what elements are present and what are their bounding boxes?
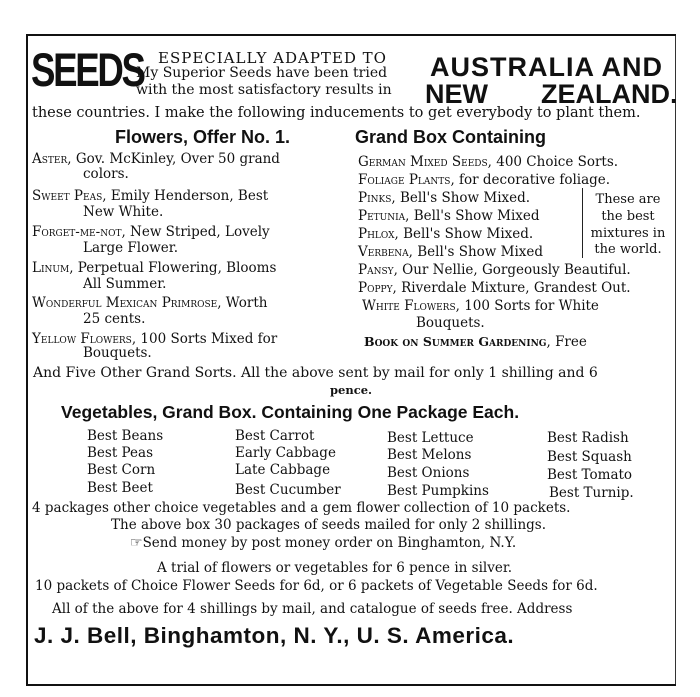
vegetable-item: Best Turnip. [549, 485, 634, 501]
zealand-heading: ZEALAND. [541, 79, 678, 109]
flower-item-linum-cont: All Summer. [83, 276, 167, 292]
box-item-desc: , Bell's Show Mixed [408, 244, 544, 260]
superior-seeds-text: My Superior Seeds have been tried [136, 65, 388, 81]
flower-desc: , 100 Sorts Mixed for [131, 331, 278, 347]
vegetable-item: Best Corn [87, 462, 156, 478]
vegetable-item: Best Lettuce [387, 430, 474, 446]
box-item-name: White Flowers [362, 298, 456, 314]
bottom-rule [26, 684, 676, 686]
vegetable-item: Best Pumpkins [387, 483, 489, 499]
box-item-petunia [358, 208, 540, 224]
flower-item-sweet-peas [32, 188, 268, 204]
all-above-line: All of the above for 4 shillings by mail, and catalogue of seeds free. Address [52, 601, 573, 617]
vegetable-item: Best Squash [547, 449, 632, 465]
flower-name: Forget-me-not [32, 224, 122, 240]
flower-desc: , Gov. McKinley, Over 50 grand [67, 151, 280, 167]
vegetable-item: Best Carrot [235, 428, 315, 444]
box-item-white-flowers [362, 298, 599, 314]
box-item-phlox [358, 226, 533, 242]
flower-item-yellow-flowers [32, 331, 277, 347]
flower-item-sweet-peas-cont: New White. [83, 204, 164, 220]
vegetable-item: Best Peas [87, 445, 153, 461]
vegetable-item: Best Onions [387, 465, 470, 481]
box-item-foliage [358, 172, 610, 188]
ten-packets-line: 10 packets of Choice Flower Seeds for 6d, or 6 packets of Vegetable Seeds for 6d. [35, 578, 598, 594]
box-item-verbena [358, 244, 543, 260]
book-name: Book on Summer Gardening [364, 334, 547, 349]
flower-item-forget-me-not-cont: Large Flower. [83, 240, 179, 256]
pointing-hand-icon: ☞ [130, 535, 143, 551]
flower-item-mexican-primrose-cont: 25 cents. [83, 311, 146, 327]
book-desc: , Free [546, 334, 587, 350]
trial-line: A trial of flowers or vegetables for 6 pence in silver. [157, 560, 513, 576]
flower-name: Sweet Peas [32, 188, 103, 204]
box-item-desc: , Bell's Show Mixed [405, 208, 540, 224]
vegetable-item: Early Cabbage [235, 445, 336, 461]
flower-item-yellow-flowers-cont: Bouquets. [83, 345, 152, 361]
send-money-line [130, 535, 516, 551]
top-rule [26, 34, 676, 36]
new-heading: NEW [425, 79, 488, 109]
box-item-name: Phlox [358, 226, 395, 242]
box-item-desc: , Riverdale Mixture, Grandest Out. [392, 280, 631, 296]
vegetable-item: Best Melons [387, 447, 472, 463]
vegetables-heading: Vegetables, Grand Box. Containing One Package Each. [61, 402, 520, 422]
box-item-poppy [358, 280, 631, 296]
flower-name: Linum [32, 260, 70, 276]
flowers-offer-heading: Flowers, Offer No. 1. [115, 127, 291, 147]
mixtures-note-line: the best [601, 209, 655, 224]
five-other-sorts-line: And Five Other Grand Sorts. All the above sent by mail for only 1 shilling and 6 [33, 365, 598, 381]
flower-item-aster-cont: colors. [83, 166, 129, 182]
flower-item-aster [32, 151, 280, 167]
flower-item-mexican-primrose [32, 295, 267, 311]
box-item-name: Poppy [358, 280, 393, 296]
box-item-desc: , 100 Sorts for White [455, 298, 599, 314]
box-item-name: Pinks [358, 190, 392, 206]
flower-desc: , Emily Henderson, Best [102, 188, 269, 204]
box-item-name: Pansy [358, 262, 394, 278]
book-summer-gardening [364, 334, 587, 350]
grand-box-heading: Grand Box Containing [355, 127, 546, 147]
five-other-sorts-cont: pence. [330, 383, 373, 397]
box-item-pansy [358, 262, 631, 278]
inducement-line: these countries. I make the following inducements to get everybody to plant them. [32, 105, 641, 121]
advertiser-address: J. J. Bell, Binghamton, N. Y., U. S. America. [34, 623, 515, 648]
flower-name: Yellow Flowers [32, 331, 132, 347]
mixtures-note-line: These are [595, 192, 661, 207]
mixtures-note-line: mixtures in [590, 226, 666, 241]
mixtures-note-box [582, 188, 673, 258]
box-item-white-flowers-cont: Bouquets. [416, 315, 485, 331]
vegetable-item: Best Radish [547, 430, 629, 446]
satisfactory-results-text: with the most satisfactory results in [136, 82, 392, 98]
box-item-desc: , Bell's Show Mixed. [394, 226, 534, 242]
flower-desc: , New Striped, Lovely [121, 224, 270, 240]
flower-name: Aster [32, 151, 68, 167]
flower-desc: , Worth [217, 295, 268, 311]
australia-heading: AUSTRALIA AND [430, 52, 663, 82]
send-money-text: Send money by post money order on Binghamton, N.Y. [142, 535, 517, 551]
vegetable-item: Best Beans [87, 428, 164, 444]
vegetable-item: Best Beet [87, 480, 153, 496]
box-item-name: Petunia [358, 208, 406, 224]
especially-adapted-text: ESPECIALLY ADAPTED TO [158, 49, 387, 67]
flower-desc: , Perpetual Flowering, Blooms [69, 260, 277, 276]
vegetable-item: Late Cabbage [235, 462, 331, 478]
box-item-desc: , Our Nellie, Gorgeously Beautiful. [393, 262, 631, 278]
vegetable-item: Best Cucumber [235, 482, 341, 498]
box-item-german-mixed [358, 154, 618, 170]
box-item-desc: , for decorative foliage. [450, 172, 611, 188]
box-item-desc: , 400 Choice Sorts. [487, 154, 619, 170]
box-item-name: Verbena [358, 244, 409, 260]
box-item-name: German Mixed Seeds [358, 154, 488, 170]
mixtures-note-line: the world. [594, 242, 662, 257]
seeds-title: SEEDS [31, 43, 144, 96]
box-item-desc: , Bell's Show Mixed. [391, 190, 531, 206]
flower-item-forget-me-not [32, 224, 270, 240]
box-item-name: Foliage Plants [358, 172, 451, 188]
flower-item-linum [32, 260, 276, 276]
vegetable-item: Best Tomato [547, 467, 633, 483]
box-item-pinks [358, 190, 530, 206]
box30-line: The above box 30 packages of seeds mailed for only 2 shillings. [111, 517, 547, 533]
flower-name: Wonderful Mexican Primrose [32, 295, 218, 311]
packages-line: 4 packages other choice vegetables and a gem flower collection of 10 packets. [32, 500, 571, 516]
